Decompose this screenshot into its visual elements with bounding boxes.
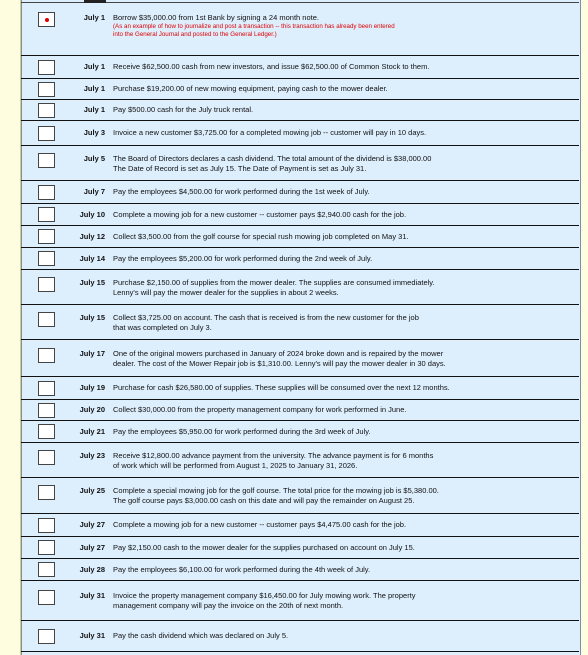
description-line: Invoice the property management company $16,450.00 for July mowing work. The property (113, 591, 416, 600)
transaction-description (113, 13, 573, 39)
description-line: Receive $12,800.00 advance payment from the university. The advance payment is for 6 months (113, 451, 434, 460)
transaction-date: July 17 (79, 349, 105, 358)
description-line: Pay the employees $5,950.00 for work performed during the 3rd week of July. (113, 427, 371, 436)
transaction-date: July 10 (79, 210, 105, 219)
transaction-row (21, 305, 579, 340)
transaction-row (21, 248, 579, 270)
transaction-checkbox[interactable] (38, 12, 55, 27)
transaction-description (113, 383, 573, 393)
description-line: Purchase $2,150.00 of supplies from the mower dealer. The supplies are consumed immediately. (113, 278, 435, 287)
transaction-date: July 15 (79, 313, 105, 322)
transaction-checkbox[interactable] (38, 229, 55, 244)
transaction-checkbox[interactable] (38, 381, 55, 396)
description-line: Complete a mowing job for a new customer -- customer pays $4,475.00 cash for the job. (113, 520, 407, 529)
transaction-row (21, 400, 579, 421)
description-line: Pay the cash dividend which was declared on July 5. (113, 631, 289, 640)
transaction-row (21, 421, 579, 443)
transaction-description (113, 254, 573, 264)
transaction-description (113, 84, 573, 94)
transaction-description (113, 405, 573, 415)
transaction-description (113, 105, 573, 115)
transaction-row (21, 621, 579, 652)
transaction-row (21, 121, 579, 146)
transaction-description (113, 210, 573, 220)
transaction-description (113, 591, 573, 610)
transaction-description (113, 565, 573, 575)
transaction-description (113, 451, 573, 470)
description-line: Collect $3,725.00 on account. The cash that is received is from the new customer for the job (113, 313, 419, 322)
description-line: Complete a special mowing job for the golf course. The total price for the mowing job is $5,380.00. (113, 486, 439, 495)
transaction-checkbox[interactable] (38, 403, 55, 418)
description-line: The Board of Directors declares a cash dividend. The total amount of the dividend is $38,000.00 (113, 154, 432, 163)
description-line: of work which will be performed from August 1, 2025 to January 31, 2026. (113, 460, 358, 470)
description-line: The Date of Record is set as July 15. The Date of Payment is set as July 31. (113, 163, 367, 173)
description-line: Pay the employees $4,500.00 for work performed during the 1st week of July. (113, 187, 370, 196)
transaction-date: July 15 (79, 278, 105, 287)
transaction-date: July 1 (83, 13, 105, 22)
transaction-row (21, 377, 579, 400)
transaction-date: July 1 (83, 62, 105, 71)
description-line: Pay the employees $5,200.00 for work performed during the 2nd week of July. (113, 254, 373, 263)
transaction-checkbox[interactable] (38, 153, 55, 168)
example-note: (As an example of how to journalize and post a transaction -- this transaction has already been entered (113, 22, 395, 30)
transaction-description (113, 520, 573, 530)
transaction-checkbox[interactable] (38, 562, 55, 577)
transaction-checkbox[interactable] (38, 277, 55, 292)
transaction-row (21, 3, 579, 56)
transaction-description (113, 631, 573, 641)
transaction-checkbox[interactable] (38, 348, 55, 363)
transaction-row (21, 514, 579, 537)
transaction-row (21, 443, 579, 478)
transaction-checkbox[interactable] (38, 629, 55, 644)
description-line: Purchase for cash $26,580.00 of supplies. These supplies will be consumed over the next 12 months. (113, 383, 450, 392)
transaction-row (21, 79, 579, 100)
transaction-description (113, 187, 573, 197)
description-line: Receive $62,500.00 cash from new investors, and issue $62,500.00 of Common Stock to them. (113, 62, 430, 71)
transaction-row (21, 537, 579, 559)
description-line: that was completed on July 3. (113, 322, 212, 332)
transaction-checkbox[interactable] (38, 207, 55, 222)
description-line: Borrow $35,000.00 from 1st Bank by signing a 24 month note. (113, 13, 319, 22)
transaction-row (21, 581, 579, 621)
transaction-description (113, 62, 573, 72)
transaction-checkbox[interactable] (38, 185, 55, 200)
description-line: Collect $30,000.00 from the property management company for work performed in June. (113, 405, 407, 414)
transaction-row (21, 226, 579, 248)
description-line: Pay $500.00 cash for the July truck rental. (113, 105, 254, 114)
transaction-date: July 25 (79, 486, 105, 495)
transaction-description (113, 313, 573, 332)
transaction-date: July 12 (79, 232, 105, 241)
transaction-date: July 20 (79, 405, 105, 414)
transaction-date: July 27 (79, 543, 105, 552)
transaction-date: July 28 (79, 565, 105, 574)
transaction-checkbox[interactable] (38, 424, 55, 439)
transaction-row (21, 478, 579, 514)
transaction-checkbox[interactable] (38, 126, 55, 141)
description-line: Pay $2,150.00 cash to the mower dealer for the supplies purchased on account on July 15. (113, 543, 415, 552)
left-margin (0, 0, 21, 655)
transaction-row (21, 204, 579, 226)
transaction-row (21, 340, 579, 377)
transaction-description (113, 427, 573, 437)
transaction-checkbox[interactable] (38, 82, 55, 97)
description-line: Lenny's will pay the mower dealer for the supplies in about 2 weeks. (113, 287, 339, 297)
transaction-date: July 3 (83, 128, 105, 137)
description-line: The golf course pays $3,000.00 cash on this date and will pay the remainder on August 25. (113, 495, 415, 505)
transaction-row (21, 146, 579, 181)
description-line: Complete a mowing job for a new customer -- customer pays $2,940.00 cash for the job. (113, 210, 407, 219)
transaction-row (21, 100, 579, 121)
transaction-date: July 27 (79, 520, 105, 529)
transaction-description (113, 128, 573, 138)
transaction-checkbox[interactable] (38, 450, 55, 465)
transaction-description (113, 543, 573, 553)
example-note: into the General Journal and posted to the General Ledger.) (113, 30, 277, 38)
transaction-date: July 1 (83, 84, 105, 93)
description-line: Purchase $19,200.00 of new mowing equipment, paying cash to the mower dealer. (113, 84, 388, 93)
transaction-checkbox[interactable] (38, 590, 55, 605)
transaction-description (113, 349, 573, 368)
transaction-description (113, 278, 573, 297)
description-line: management company will pay the invoice on the 20th of next month. (113, 600, 344, 610)
transaction-date: July 21 (79, 427, 105, 436)
transaction-checkbox[interactable] (38, 103, 55, 118)
transaction-checkbox[interactable] (38, 485, 55, 500)
transaction-checkbox[interactable] (38, 540, 55, 555)
transaction-row (21, 181, 579, 204)
transaction-row (21, 270, 579, 305)
transaction-date: July 5 (83, 154, 105, 163)
transaction-checkbox[interactable] (38, 251, 55, 266)
description-line: Pay the employees $6,100.00 for work performed during the 4th week of July. (113, 565, 371, 574)
description-line: dealer. The cost of the Mower Repair job is $1,310.00. Lenny's will pay the mower dealer in 30 days. (113, 358, 446, 368)
transaction-date: July 19 (79, 383, 105, 392)
description-line: Collect $3,500.00 from the golf course for special rush mowing job completed on May 31. (113, 232, 409, 241)
transaction-description (113, 486, 573, 505)
transaction-date: July 7 (83, 187, 105, 196)
transaction-date: July 23 (79, 451, 105, 460)
transaction-checkbox[interactable] (38, 60, 55, 75)
transaction-date: July 1 (83, 105, 105, 114)
transaction-checkbox[interactable] (38, 312, 55, 327)
transaction-description (113, 154, 573, 173)
transaction-date: July 31 (79, 591, 105, 600)
transaction-date: July 14 (79, 254, 105, 263)
description-line: Invoice a new customer $3,725.00 for a completed mowing job -- customer will pay in 10 days. (113, 128, 427, 137)
transaction-row (21, 559, 579, 581)
transaction-checkbox[interactable] (38, 518, 55, 533)
description-line: One of the original mowers purchased in January of 2024 broke down and is repaired by the mower (113, 349, 444, 358)
transaction-description (113, 232, 573, 242)
transaction-row (21, 56, 579, 79)
transaction-date: July 31 (79, 631, 105, 640)
